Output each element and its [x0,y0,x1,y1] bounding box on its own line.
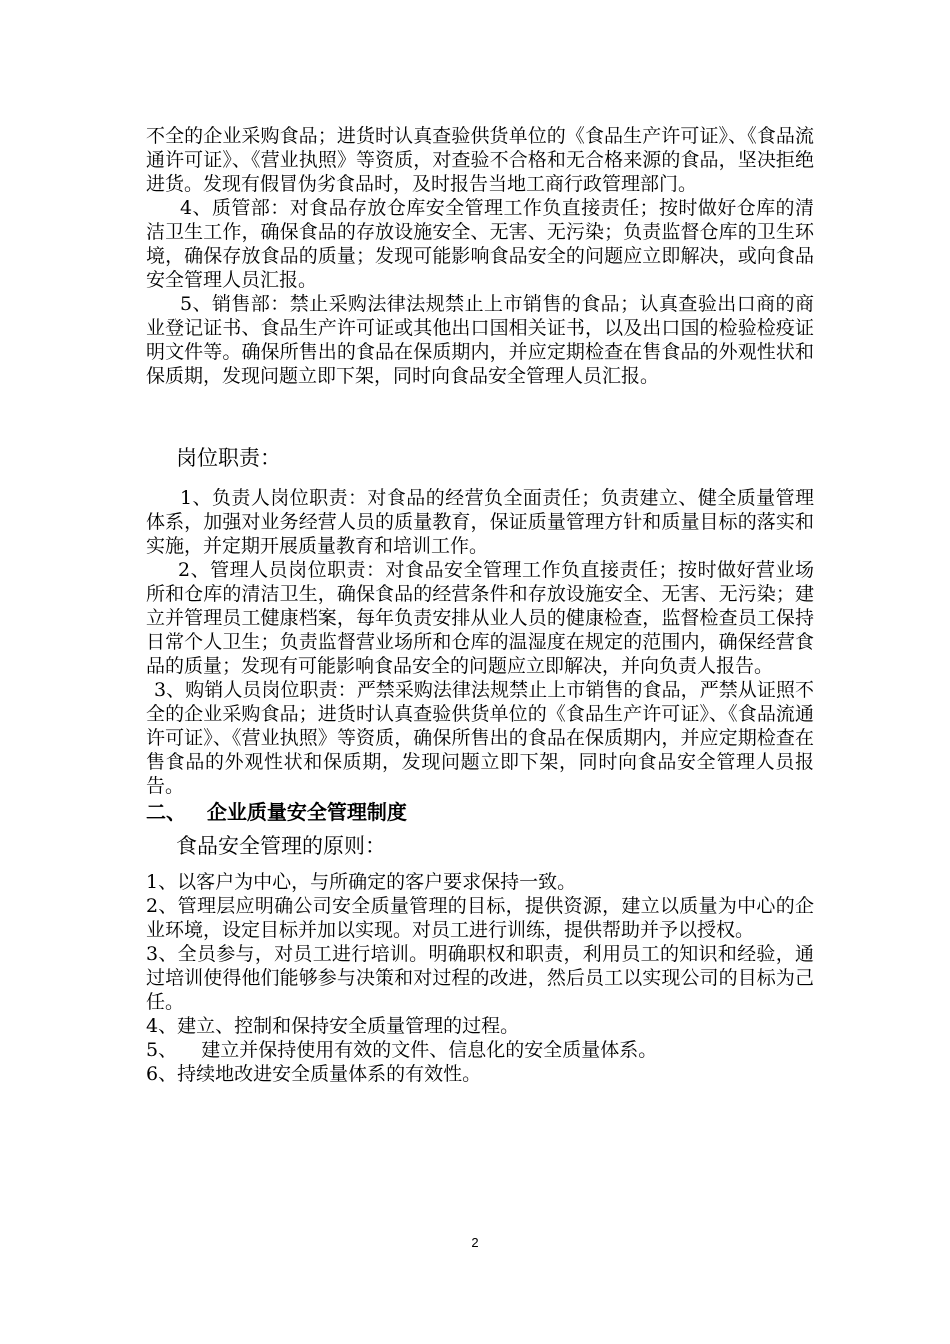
paragraph-quality-dept: 4、质管部：对食品存放仓库安全管理工作负直接责任；按时做好仓库的清洁卫生工作，确保食品的存放设施安全、无害、无污染；负责监督仓库的卫生环境，确保存放食品的质量；发现可能影响食品安全的问题应立即解决，或向食品安全管理人员汇报。 [146,197,814,291]
page-content [146,124,814,1086]
section-title: 二、 企业质量安全管理制度 [146,800,407,824]
page-number: 2 [471,1235,479,1250]
paragraph-purchasing-duties: 3、购销人员岗位职责：严禁采购法律法规禁止上市销售的食品，严禁从证照不全的企业采购食品；进货时认真查验供货单位的《食品生产许可证》、《食品流通许可证》、《营业执照》等资质，确保所售出的食品在保质期内，并应定期检查在售食品的外观性状和保质期，发现问题立即下架，同时向食品安全管理人员报告。 [146,679,814,797]
paragraph-manager-duties: 2、管理人员岗位职责：对食品安全管理工作负直接责任；按时做好营业场所和仓库的清洁卫生，确保食品的经营条件和存放设施安全、无害、无污染；建立并管理员工健康档案，每年负责安排从业人员的健康检查，监督检查员工保持日常个人卫生；负责监督营业场所和仓库的温湿度在规定的范围内，确保经营食品的质量；发现有可能影响食品安全的问题应立即解决，并向负责人报告。 [146,559,814,677]
principle-item: 1、以客户为中心，与所确定的客户要求保持一致。 [146,871,577,893]
paragraph-continuation: 不全的企业采购食品；进货时认真查验供货单位的《食品生产许可证》、《食品流通许可证》、《营业执照》等资质，对查验不合格和无合格来源的食品，坚决拒绝进货。发现有假冒伪劣食品时，及时报告当地工商行政管理部门。 [146,125,814,195]
spacer [146,388,814,444]
principle-item: 6、持续地改进安全质量体系的有效性。 [146,1063,482,1085]
spacer [146,472,814,486]
principle-item: 3、全员参与，对员工进行培训。明确职权和职责，利用员工的知识和经验，通过培训使得他们能够参与决策和对过程的改进，然后员工以实现公司的目标为己任。 [146,943,814,1013]
principles-heading: 食品安全管理的原则： [176,834,386,858]
principle-item: 2、管理层应明确公司安全质量管理的目标，提供资源，建立以质量为中心的企业环境，设定目标并加以实现。对员工进行训练，提供帮助并予以授权。 [146,895,814,941]
paragraph-sales-dept: 5、销售部：禁止采购法律法规禁止上市销售的食品；认真查验出口商的商业登记证书、食品生产许可证或其他出口国相关证书，以及出口国的检验检疫证明文件等。确保所售出的食品在保质期内，并应定期检查在售食品的外观性状和保质期，发现问题立即下架，同时向食品安全管理人员汇报。 [146,293,814,387]
principle-item: 5、 建立并保持使用有效的文件、信息化的安全质量体系。 [146,1039,658,1061]
paragraph-leader-duties: 1、负责人岗位职责：对食品的经营负全面责任；负责建立、健全质量管理体系，加强对业务经营人员的质量教育，保证质量管理方针和质量目标的落实和实施，并定期开展质量教育和培训工作。 [146,487,814,557]
spacer [146,860,814,870]
principle-item: 4、建立、控制和保持安全质量管理的过程。 [146,1015,520,1037]
duties-heading: 岗位职责： [176,446,281,470]
